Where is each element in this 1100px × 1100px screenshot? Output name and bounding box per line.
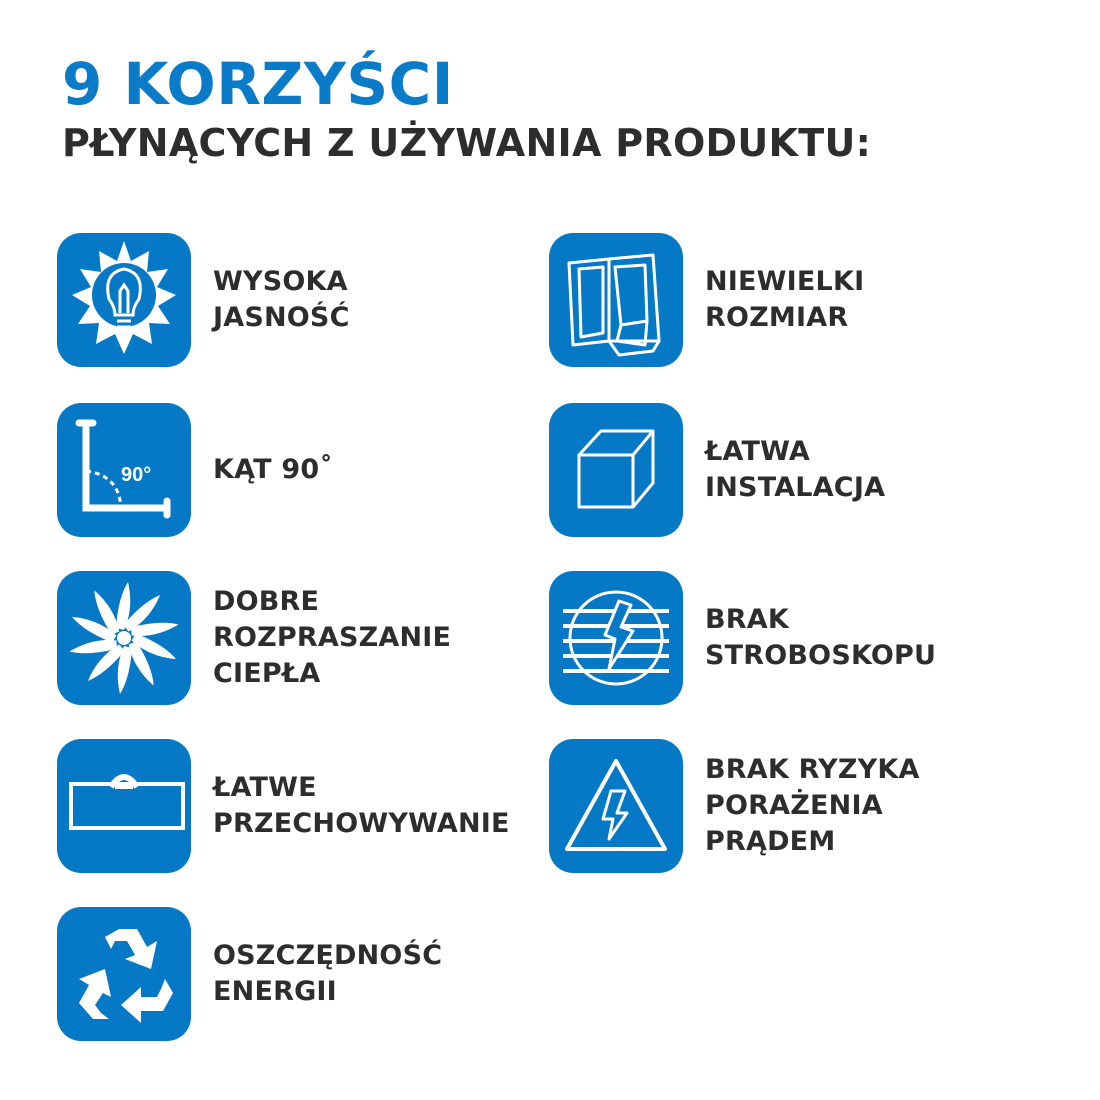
tile: [549, 739, 683, 873]
benefit-label: ŁATWA INSTALACJA: [705, 436, 886, 503]
benefit-no-flicker: [549, 571, 936, 705]
tile: [57, 739, 191, 873]
high-voltage-icon: [549, 739, 683, 873]
tile: [57, 907, 191, 1041]
benefit-label: BRAK RYZYKA PORAŻENIA PRĄDEM: [705, 754, 920, 857]
tile: [549, 571, 683, 705]
benefit-easy-storage: [57, 739, 510, 873]
benefit-label: OSZCZĘDNOŚĆ ENERGII: [213, 940, 443, 1007]
page-title: 9 KORZYŚCI: [62, 50, 454, 118]
cube-icon: [549, 403, 683, 537]
page-subtitle: PŁYNĄCYCH Z UŻYWANIA PRODUKTU:: [62, 121, 872, 165]
benefit-label: WYSOKA JASNOŚĆ: [213, 266, 350, 333]
benefit-energy-saving: [57, 907, 442, 1041]
no-flicker-icon: [549, 571, 683, 705]
benefit-no-electric-shock: [549, 739, 920, 873]
benefit-angle-90: [57, 403, 333, 537]
tile: [57, 403, 191, 537]
benefit-small-size: [549, 233, 864, 367]
angle-90-icon: [57, 403, 191, 537]
compact-frame-icon: [549, 233, 683, 367]
benefit-easy-installation: [549, 403, 885, 537]
tile: [57, 233, 191, 367]
tile: [549, 233, 683, 367]
storage-box-icon: [57, 739, 191, 873]
benefit-label: KĄT 90˚: [213, 454, 334, 485]
recycle-icon: [57, 907, 191, 1041]
benefit-high-brightness: [57, 233, 350, 367]
tile: [57, 571, 191, 705]
benefit-label: BRAK STROBOSKOPU: [705, 604, 937, 671]
benefit-label: NIEWIELKI ROZMIAR: [705, 266, 865, 333]
benefit-heat-dissipation: [57, 571, 451, 705]
benefit-label: ŁATWE PRZECHOWYWANIE: [213, 772, 510, 839]
fan-icon: [57, 571, 191, 705]
angle-label: 90°: [121, 464, 152, 486]
tile: [549, 403, 683, 537]
benefit-label: DOBRE ROZPRASZANIE CIEPŁA: [213, 586, 452, 689]
sun-bulb-icon: [57, 233, 191, 367]
